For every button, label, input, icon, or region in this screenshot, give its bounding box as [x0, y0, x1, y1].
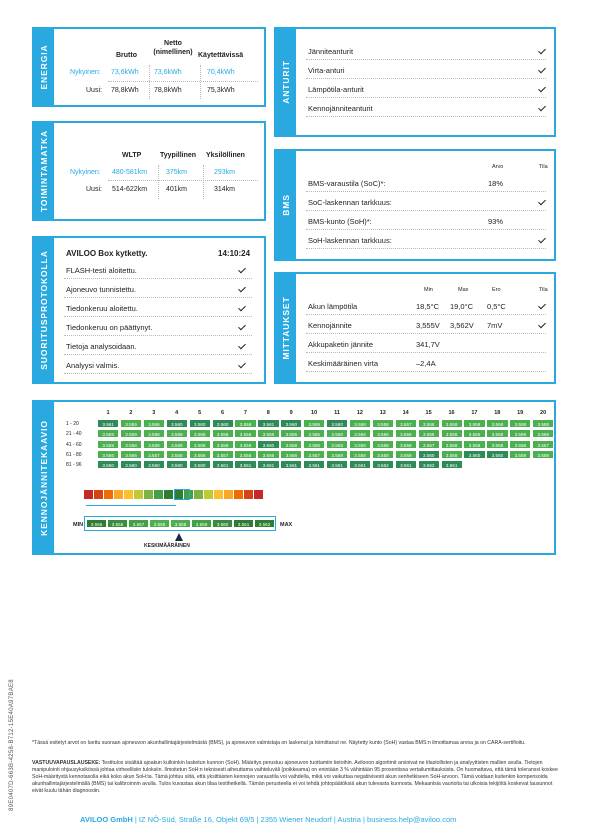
cell-voltage: [486, 460, 508, 469]
gradient-segment: [144, 490, 153, 499]
cell-voltage: 3.556: [166, 450, 188, 459]
zoom-line-left: [86, 505, 176, 506]
cell-voltage: 3.556: [189, 450, 211, 459]
scale-value: 3.556: [107, 519, 128, 528]
cell-voltage: 3.555: [303, 429, 325, 438]
bms-tab: BMS: [276, 151, 296, 259]
cell-voltage: 3.557: [303, 450, 325, 459]
cell-voltage: 3.558: [143, 440, 165, 449]
cell-voltage: 3.561: [349, 460, 371, 469]
column-number: 4: [175, 410, 179, 416]
column-number: 16: [448, 410, 455, 416]
cell-voltage: 3.560: [143, 460, 165, 469]
cell-voltage: 3.556: [280, 429, 302, 438]
cell-voltage: 3.559: [97, 440, 119, 449]
scale-value: 3.561: [233, 519, 254, 528]
cell-voltage: 3.561: [97, 419, 119, 428]
cell-voltage: 3.556: [463, 429, 485, 438]
cell-voltage: 3.560: [120, 460, 142, 469]
check-icon: [238, 361, 247, 370]
divider: [108, 180, 258, 181]
cell-voltage: 3.559: [303, 419, 325, 428]
suoritusprotokolla-tab: SUORITUSPROTOKOLLA: [34, 238, 54, 382]
footer-sep: |: [134, 815, 139, 824]
column-number: 6: [220, 410, 225, 416]
disclaimer-title: VASTUUVAPAUSLAUSEKE:: [32, 760, 101, 766]
gradient-marker: [174, 489, 190, 500]
disclaimer-text: Testitulos sisältää ajoakun kulloinkin lasketun kunnon (SoH). Määritys perustuu ajoneuvon tuottamiin tietoihin. Avilooon algoritmit arvioivat ne tilastollisten ja analyyttisten mallien avulla. Tietojen manipulointi ohjausyksikössä johtaa virheellisiin tuloksiin. Ilmoitetun SoH:n teknisesti aiheuttama vaihteluväli (poikkeama) on enintään 3 % vähintään 95 prosentissa vertailumittauksista. On huomattava, että tämä toleranssi koskee SoH-määritystä kennotasolla eikä koko akun SoH:ta. Tämä johtuu siitä, että yksittäisten kennojen varaustila voi vaihdella, mikä voi vaikuttaa negatiivisesti akun senhetkiseen SoH-arvoon. Tämä voidaan kuitenkin kompensoida akunhallintajärjestelmällä (BMS) tai kalibroinnin avulla. Tulos kuvastaa akun tilaa testihetkellä. Tämän perusteella ei voi tehdä johtopäätöksiä akun tulevasta kunnosta. Mekaanisia vaurioita tai ulkoisia tekijöitä koskevat lausunnot eivät kuulu tähän diagnoosiin.: [32, 760, 558, 794]
divider: [64, 316, 252, 317]
cell-voltage: 3.556: [143, 419, 165, 428]
range-value: 480-581km: [112, 169, 148, 176]
cell-voltage: 3.561: [257, 460, 279, 469]
scale-value: 3.558: [149, 519, 170, 528]
cell-voltage: 3.559: [532, 450, 554, 459]
cell-voltage: 3.561: [280, 460, 302, 469]
gradient-segment: [154, 490, 163, 499]
bms-card: [274, 149, 556, 261]
cell-voltage: 3.559: [120, 429, 142, 438]
check-icon: [538, 104, 547, 113]
divider: [158, 165, 159, 199]
cell-voltage: 3.558: [326, 440, 348, 449]
divider: [203, 165, 204, 199]
protocol-item-label: Tiedonkeruu on päättynyt.: [66, 323, 153, 332]
range-value: 401km: [166, 186, 188, 193]
footer-address: IZ NÖ-Süd, Straße 16, Objekt 69/5: [138, 815, 255, 824]
meas-diff-value: 0,5°C: [487, 302, 506, 311]
meas-header-diff: Ero: [492, 287, 501, 293]
cell-voltage: 3.561: [441, 460, 463, 469]
footer-country: Austria: [337, 815, 361, 824]
cell-voltage: 3.557: [418, 440, 440, 449]
bms-header-value: Arvo: [492, 164, 504, 170]
divider: [149, 65, 150, 99]
divider: [64, 335, 252, 336]
mittaukset-card: [274, 272, 556, 384]
column-number: 2: [129, 410, 133, 416]
disclaimer: [32, 760, 564, 795]
cell-voltage: 3.561: [212, 460, 234, 469]
gradient-segment: [244, 490, 253, 499]
bms-row-value: 93%: [488, 217, 504, 226]
toimintamatka-card: [32, 121, 266, 221]
cell-voltage: 3.557: [143, 450, 165, 459]
meas-row-label: Kennojännite: [308, 321, 352, 330]
check-icon: [238, 323, 247, 332]
meas-min-value: –2,4A: [416, 359, 436, 368]
cell-voltage: 3.558: [372, 419, 394, 428]
divider: [306, 116, 546, 117]
divider: [306, 314, 546, 315]
cell-voltage: 3.556: [234, 429, 256, 438]
anturit-tab: ANTURIT: [276, 29, 296, 135]
column-number: 11: [334, 410, 340, 416]
bms-row-label: BMS-kunto (SoH)*:: [308, 217, 372, 226]
range-header-typical: Tyypillinen: [160, 152, 197, 159]
cell-voltage: 3.556: [120, 450, 142, 459]
cell-voltage: 3.556: [257, 450, 279, 459]
cell-voltage: [463, 460, 485, 469]
gradient-segment: [194, 490, 203, 499]
divider: [64, 373, 252, 374]
meas-header-status: Tila: [539, 287, 548, 293]
check-icon: [238, 342, 247, 351]
energia-row-label: Uusi:: [86, 87, 102, 94]
cell-voltage: 3.561: [257, 419, 279, 428]
cell-voltage: 3.558: [395, 440, 417, 449]
cell-voltage: 3.559: [120, 419, 142, 428]
cell-voltage: 3.558: [143, 429, 165, 438]
row-label: 61 - 80: [66, 451, 82, 458]
energia-value: 78,8kWh: [111, 87, 139, 94]
range-header-individual: Yksilöllinen: [206, 152, 245, 159]
cell-voltage: 3.560: [166, 460, 188, 469]
sensor-item-label: Jänniteanturit: [308, 47, 354, 56]
column-number: 1: [106, 410, 110, 416]
cell-voltage: 3.558: [441, 419, 463, 428]
cell-voltage: 3.558: [349, 440, 371, 449]
gradient-segment: [134, 490, 143, 499]
column-number: 20: [540, 410, 547, 416]
cell-voltage: 3.558: [486, 419, 508, 428]
cell-voltage: 3.559: [166, 440, 188, 449]
row-label: 21 - 40: [66, 431, 82, 438]
mittaukset-tab: MITTAUKSET: [276, 274, 296, 382]
cell-voltage: 3.558: [372, 440, 394, 449]
cell-voltage: 3.558: [212, 429, 234, 438]
cell-voltage: 3.562: [372, 460, 394, 469]
cell-voltage: 3.556: [257, 429, 279, 438]
scale-value: 3.560: [212, 519, 233, 528]
meas-header-min: Min: [424, 287, 433, 293]
divider: [306, 97, 546, 98]
energia-value: 73,6kWh: [154, 69, 182, 76]
check-icon: [538, 198, 547, 207]
cell-voltage: 3.560: [166, 419, 188, 428]
check-icon: [538, 47, 547, 56]
divider: [64, 354, 252, 355]
divider: [108, 81, 258, 82]
cell-voltage: 3.558: [463, 419, 485, 428]
protocol-time: 14:10:24: [218, 249, 251, 258]
kennojannite-tab: KENNOJÄNNITEKAAVIO: [34, 402, 54, 553]
meas-max-value: 19,0°C: [450, 302, 474, 311]
toimintamatka-tab: TOIMINTAMATKA: [34, 123, 54, 219]
suoritusprotokolla-card: [32, 236, 266, 384]
cell-voltage: 3.558: [189, 440, 211, 449]
scale-value: 3.557: [128, 519, 149, 528]
row-label: 1 - 20: [66, 421, 79, 427]
column-number: 12: [356, 410, 363, 416]
range-row-label: Nykyinen:: [70, 169, 101, 176]
check-icon: [238, 285, 247, 294]
average-arrow-icon: [175, 533, 183, 541]
divider: [200, 65, 201, 99]
energia-value: 78,8kWh: [154, 87, 182, 94]
sensor-item-label: Kennojänniteanturit: [308, 104, 373, 113]
energia-value: 73,6kWh: [111, 69, 139, 76]
protocol-item-label: Tietoja analysoidaan.: [66, 342, 137, 351]
column-number: 15: [425, 410, 432, 416]
scale-value: 3.555: [86, 519, 107, 528]
footer-city: 2355 Wiener Neudorf: [260, 815, 332, 824]
cell-voltage: 3.558: [120, 440, 142, 449]
gradient-segment: [84, 490, 93, 499]
cell-voltage: 3.556: [280, 450, 302, 459]
gradient-segment: [164, 490, 173, 499]
cell-voltage: [509, 460, 531, 469]
cell-voltage: 3.560: [189, 460, 211, 469]
cell-voltage: 3.558: [532, 419, 554, 428]
divider: [306, 248, 546, 249]
cell-voltage: 3.560: [486, 450, 508, 459]
scale-value: 3.562: [254, 519, 275, 528]
cell-voltage: 3.559: [280, 440, 302, 449]
scale-max-label: MAX: [280, 522, 293, 528]
meas-row-label: Akkupaketin jännite: [308, 340, 374, 349]
cell-voltage: 3.556: [372, 429, 394, 438]
energia-card: [32, 27, 266, 107]
bms-row-label: SoH-laskennan tarkkuus:: [308, 236, 392, 245]
cell-voltage: 3.559: [509, 429, 531, 438]
meas-min-value: 3,555V: [416, 321, 440, 330]
cell-voltage: 3.556: [326, 429, 348, 438]
divider: [306, 78, 546, 79]
protocol-item-label: FLASH-testi aloitettu.: [66, 266, 137, 275]
check-icon: [538, 236, 547, 245]
cell-voltage: 3.560: [418, 450, 440, 459]
energia-header-brutto: Brutto: [116, 52, 137, 59]
divider: [64, 297, 252, 298]
scale-values: [84, 516, 276, 531]
column-number: 10: [311, 410, 318, 416]
divider: [306, 59, 546, 60]
cell-voltage: 3.558: [441, 440, 463, 449]
cell-voltage: 3.559: [212, 440, 234, 449]
check-icon: [538, 321, 547, 330]
cell-voltage: 3.557: [395, 419, 417, 428]
cell-voltage: [532, 460, 554, 469]
cell-voltage: 3.556: [418, 429, 440, 438]
cell-voltage: 3.561: [395, 460, 417, 469]
range-value: 314km: [214, 186, 236, 193]
footer-sep: |: [333, 815, 338, 824]
meas-min-value: 18,5°C: [416, 302, 440, 311]
column-number: 9: [289, 410, 293, 416]
row-label: 41 - 60: [66, 441, 82, 448]
divider: [306, 210, 546, 211]
cell-voltage: 3.561: [303, 460, 325, 469]
gradient-segment: [94, 490, 103, 499]
bms-row-value: 18%: [488, 179, 504, 188]
footer-sep: |: [362, 815, 368, 824]
energia-value: 70,4kWh: [207, 69, 235, 76]
column-number: 18: [494, 410, 501, 416]
column-number: 8: [266, 410, 270, 416]
column-number: 7: [243, 410, 247, 416]
energia-row-label: Nykyinen:: [70, 69, 101, 76]
energia-value: 75,3kWh: [207, 87, 235, 94]
footnote: *Tässä esitetyt arvot on luettu suoraan ajoneuvon akunhallintajärjestelmästä (BMS), ja ajoneuvon valmistaja on laskenut ja toimittanut ne. Näytetty kunto (SoH) vastaa BMS:n ilmoittamaa arvoa ja on CARA-sertifioitu.: [32, 740, 526, 746]
bms-row-label: SoC-laskennan tarkkuus:: [308, 198, 392, 207]
footer-company: AVILOO GmbH: [80, 815, 133, 824]
check-icon: [238, 266, 247, 275]
gradient-segment: [124, 490, 133, 499]
protocol-item-label: Ajoneuvo tunnistettu.: [66, 285, 137, 294]
cell-voltage: 3.558: [303, 440, 325, 449]
check-icon: [538, 66, 547, 75]
cell-voltage: 3.556: [349, 429, 371, 438]
protocol-title: AVILOO Box kytketty.: [66, 249, 148, 258]
energia-tab: ENERGIA: [34, 29, 54, 105]
protocol-item-label: Analyysi valmis.: [66, 361, 120, 370]
cell-voltage: 3.556: [441, 429, 463, 438]
meas-max-value: 3,562V: [450, 321, 474, 330]
cell-voltage: 3.560: [212, 419, 234, 428]
cell-voltage: 3.560: [326, 419, 348, 428]
column-number: 17: [471, 410, 478, 416]
sensor-item-label: Lämpötila-anturit: [308, 85, 364, 94]
gradient-segment: [114, 490, 123, 499]
cell-voltage: 3.558: [326, 450, 348, 459]
divider: [306, 229, 546, 230]
column-number: 5: [198, 410, 202, 416]
energia-header-netto: Netto (nimellinen): [153, 40, 193, 56]
bms-header-status: Tila: [539, 164, 548, 170]
gradient-segment: [224, 490, 233, 499]
cell-voltage: 3.558: [418, 419, 440, 428]
cell-voltage: 3.559: [97, 429, 119, 438]
cell-voltage: 3.559: [234, 419, 256, 428]
footer: [32, 815, 572, 824]
cell-voltage: 3.560: [257, 440, 279, 449]
cell-voltage: 3.559: [234, 440, 256, 449]
cell-voltage: 3.558: [372, 450, 394, 459]
cell-voltage: 3.558: [463, 440, 485, 449]
cell-voltage: 3.558: [486, 440, 508, 449]
cell-voltage: 3.561: [234, 460, 256, 469]
cell-voltage: 3.559: [509, 450, 531, 459]
cell-voltage: 3.559: [532, 429, 554, 438]
column-number: 19: [517, 410, 524, 416]
divider: [306, 191, 546, 192]
average-label: KESKIMÄÄRÄINEN: [144, 543, 190, 549]
cell-voltage: 3.557: [212, 450, 234, 459]
cell-voltage: 3.556: [395, 429, 417, 438]
cell-voltage: 3.557: [532, 440, 554, 449]
scale-value: 3.558: [170, 519, 191, 528]
gradient-segment: [204, 490, 213, 499]
gradient-segment: [234, 490, 243, 499]
range-value: 293km: [214, 169, 236, 176]
protocol-item-label: Tiedonkeruu aloitettu.: [66, 304, 138, 313]
scale-value: 3.559: [191, 519, 212, 528]
gradient-segment: [104, 490, 113, 499]
document-id: 89E0407D-663B-4258-B712-15E40A97BAE8: [9, 679, 15, 811]
cell-voltage: 3.559: [166, 429, 188, 438]
divider: [306, 371, 546, 372]
cell-voltage: 3.558: [189, 429, 211, 438]
cell-voltage: 3.560: [280, 419, 302, 428]
footer-email[interactable]: business.help@aviloo.com: [367, 815, 457, 824]
cell-voltage: 3.558: [486, 429, 508, 438]
sensor-item-label: Virta-anturi: [308, 66, 345, 75]
divider: [306, 333, 546, 334]
cell-voltage: 3.560: [189, 419, 211, 428]
range-header-wltp: WLTP: [122, 152, 142, 159]
bms-row-label: BMS-varaustila (SoC)*:: [308, 179, 386, 188]
cell-voltage: 3.558: [509, 440, 531, 449]
cell-voltage: 3.556: [97, 450, 119, 459]
cell-voltage: 3.560: [463, 450, 485, 459]
cell-voltage: 3.558: [349, 450, 371, 459]
cell-voltage: 3.556: [234, 450, 256, 459]
column-number: 3: [152, 410, 156, 416]
cell-voltage: 3.558: [441, 450, 463, 459]
cell-voltage: 3.562: [418, 460, 440, 469]
meas-diff-value: 7mV: [487, 321, 503, 330]
check-icon: [238, 304, 247, 313]
cell-voltage: 3.560: [97, 460, 119, 469]
range-value: 375km: [166, 169, 188, 176]
gradient-segment: [214, 490, 223, 499]
row-label: 81 - 96: [66, 462, 82, 469]
footer-sep: |: [256, 815, 261, 824]
cell-voltage: 3.558: [349, 419, 371, 428]
range-value: 514-622km: [112, 186, 148, 193]
energia-header-kaytettavissa: Käytettävissä: [198, 52, 244, 59]
cell-voltage: 3.561: [326, 460, 348, 469]
cell-voltage: 3.559: [395, 450, 417, 459]
divider: [306, 352, 546, 353]
cell-voltage: 3.558: [509, 419, 531, 428]
meas-row-label: Akun lämpötila: [308, 302, 358, 311]
meas-header-max: Max: [458, 287, 469, 293]
range-row-label: Uusi:: [86, 186, 102, 193]
divider: [64, 278, 252, 279]
meas-row-label: Keskimääräinen virta: [308, 359, 379, 368]
meas-min-value: 341,7V: [416, 340, 440, 349]
column-number: 14: [402, 410, 409, 416]
check-icon: [538, 302, 547, 311]
check-icon: [538, 85, 547, 94]
anturit-card: [274, 27, 556, 137]
column-number: 13: [379, 410, 386, 416]
kennojannite-card: [32, 400, 556, 555]
scale-min-label: MIN: [73, 522, 84, 528]
gradient-segment: [254, 490, 263, 499]
